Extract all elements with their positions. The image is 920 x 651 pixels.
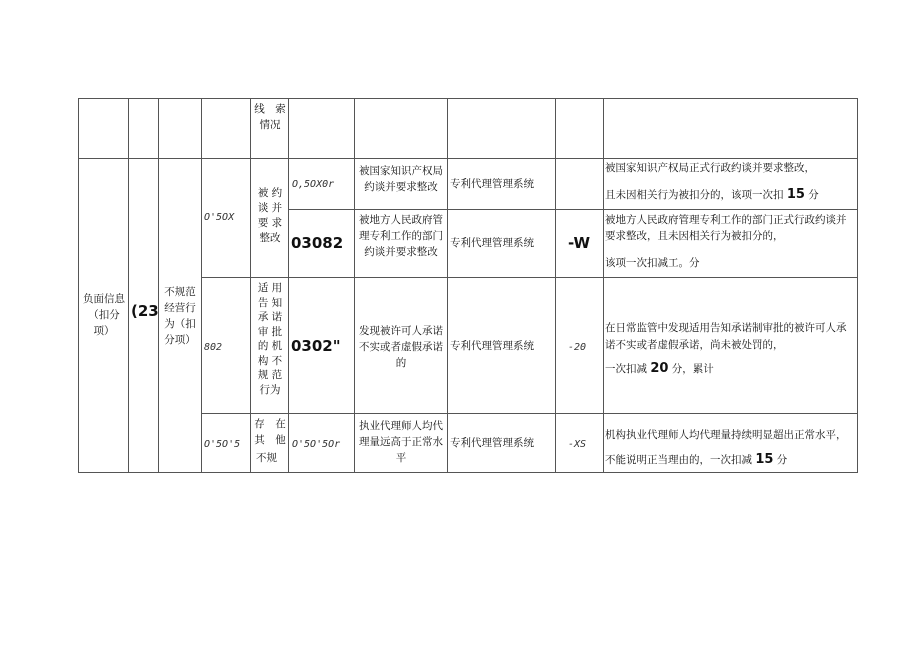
row3-system: 专利代理管理系统: [450, 340, 534, 352]
row3-sub-code: 0302": [291, 337, 341, 355]
col-line-8: [555, 98, 556, 473]
col-line-7: [447, 98, 448, 473]
row4-rule-line2: [605, 452, 787, 468]
col-line-6: [354, 98, 355, 473]
row3-rule-line3: [605, 361, 714, 377]
row2-rule-line3: [605, 256, 700, 271]
row1-system: 专利代理管理系统: [450, 178, 534, 190]
rule-row1-bottom: [288, 209, 858, 210]
clue-label-line1: 线 索: [254, 103, 286, 115]
row2-score: -W: [568, 234, 591, 252]
category-score: (23: [131, 302, 159, 320]
col-line-10: [857, 98, 858, 473]
row3-rule-lead: 一次扣减: [605, 363, 647, 375]
rule-top: [78, 98, 858, 99]
row2-rule-lead: 该项一次扣减: [605, 257, 668, 269]
row2-system: 专利代理管理系统: [450, 237, 534, 249]
row4-sub-code: O'5O'5Or: [292, 439, 341, 450]
row4-source: 执业代理师人均代理量远高于正常水平: [359, 420, 443, 464]
col-line-0: [78, 98, 79, 473]
row1-source: 被国家知识产权局约谈并要求整改: [359, 165, 443, 193]
row4-name-line1: 存 在: [254, 418, 286, 430]
row4-rule-text: 不能说明正当理由的，一次扣减: [605, 454, 752, 466]
row1-rule-points: 15: [786, 187, 805, 202]
row1-rule-unit: 分: [808, 189, 819, 201]
rule-group1-bottom: [201, 277, 858, 278]
row1-code: O'5OX: [204, 212, 235, 223]
col-line-9: [603, 98, 604, 473]
row3-source: 发现被许可人承诺不实或者虚假承诺的: [359, 325, 443, 369]
row3-name: 适 用 告 知 承 诺 审 批 的 机 构 不 规 范 行为: [257, 282, 283, 396]
row4-rule-line1: 机构执业代理师人均代理量持续明显超出正常水平，: [605, 429, 847, 441]
category-label: 负面信息（扣分项）: [83, 293, 125, 337]
rule-group2-bottom: [201, 413, 858, 414]
row3-score: -20: [568, 342, 587, 353]
row4-name-line2: 其 他: [254, 434, 286, 446]
row1-rule-line2: [605, 187, 819, 203]
row2-source: 被地方人民政府管理专利工作的部门约谈并要求整改: [359, 214, 443, 258]
col-line-4: [250, 98, 251, 473]
row4-code: O'5O'5: [204, 439, 241, 450]
row3-rule-unit: 分，累计: [671, 363, 714, 375]
col-line-2: [158, 98, 159, 473]
row4-name-line3: 不规: [256, 452, 277, 464]
clue-label-line2: 情况: [259, 119, 281, 131]
category-sub-label: 不规范经营行为（扣分项）: [164, 286, 196, 346]
col-line-3: [201, 98, 202, 473]
row1-rule-line1: 被国家知识产权局正式行政约谈并要求整改，: [605, 162, 815, 174]
rule-bottom: [78, 472, 858, 473]
row3-code: 802: [204, 342, 223, 353]
row1-sub-code: O,5OX0r: [292, 179, 335, 190]
col-line-5: [288, 98, 289, 473]
col-line-1: [128, 98, 129, 473]
row2-sub-code: 03082: [291, 234, 344, 252]
row4-score: -XS: [568, 439, 587, 450]
row1-name: 被 约 谈 并 要 求 整改: [257, 187, 283, 244]
row3-rule-text: 在日常监管中发现适用告知承诺制审批的被许可人承诺不实或者虚假承诺，尚未被处罚的，: [605, 322, 847, 351]
row4-system: 专利代理管理系统: [450, 437, 534, 449]
rule-header-bottom: [78, 158, 858, 159]
row4-rule-points: 15: [755, 452, 774, 467]
row4-rule-unit: 分: [776, 454, 788, 466]
row3-rule-points: 20: [650, 361, 669, 376]
row1-rule-text: 且未因相关行为被扣分的，该项一次扣: [605, 189, 784, 201]
row2-rule-text: 被地方人民政府管理专利工作的部门正式行政约谈并要求整改，且未因相关行为被扣分的，: [605, 214, 847, 242]
row2-rule-tail: 工。分: [668, 257, 700, 269]
